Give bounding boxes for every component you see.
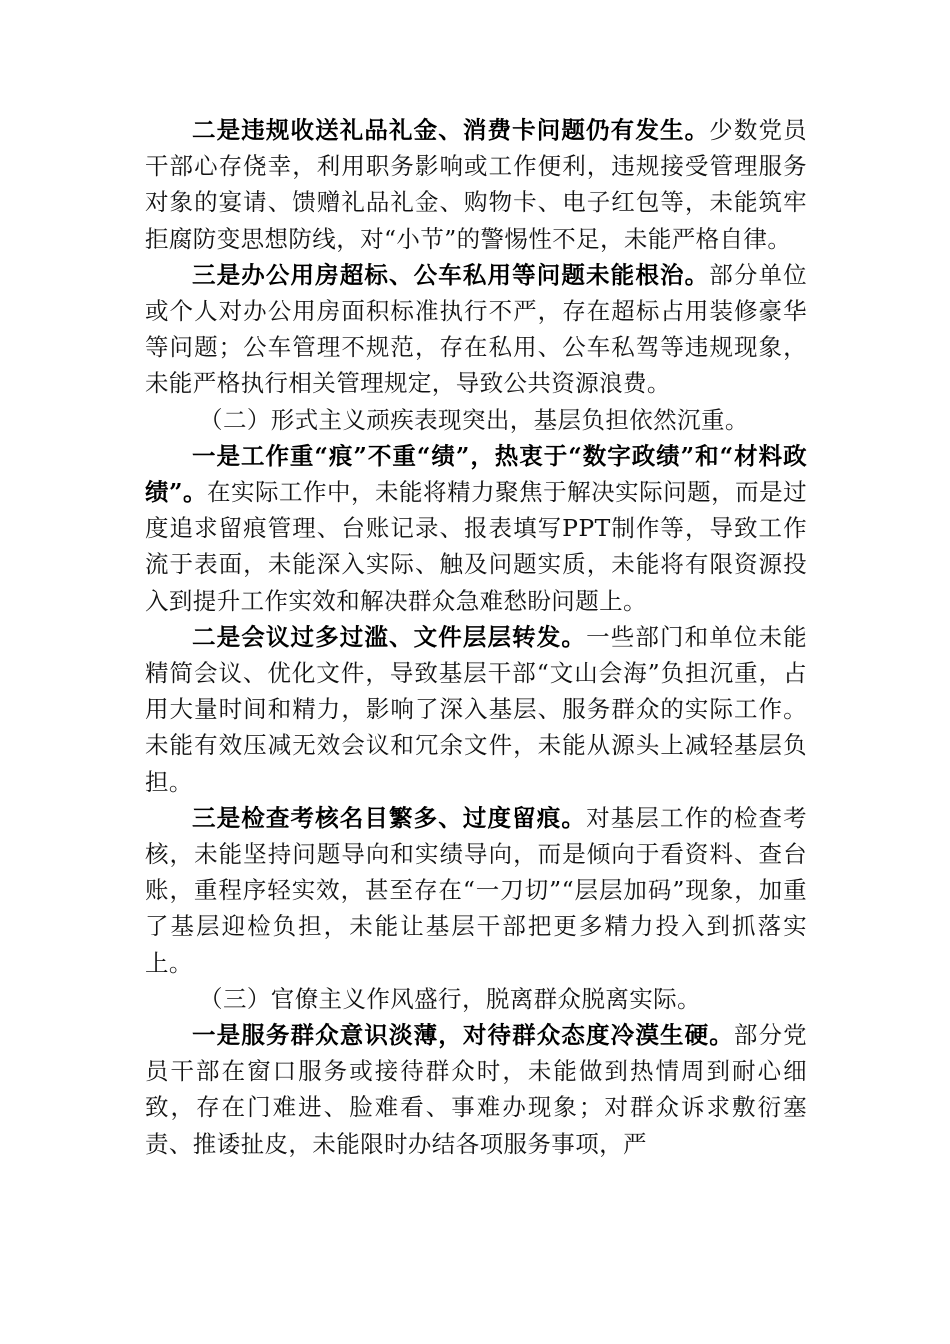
paragraph-lead: 一是服务群众意识淡薄，对待群众态度冷漠生硬。 <box>192 1021 734 1050</box>
paragraph-body: 部分党员干部在窗口服务或接待群众时，未能做到热情周到耐心细致，存在门难进、脸难看、事难办现象；对群众诉求敷衍塞责、推诿扯皮，未能限时办结各项服务事项，严 <box>145 1021 807 1158</box>
paragraph-gift-violations <box>145 112 807 257</box>
paragraph-inspections <box>145 800 807 981</box>
document-page <box>145 112 807 1162</box>
paragraph-body: 对基层工作的检查考核，未能坚持问题导向和实绩导向，而是倾向于看资料、查台账，重程序轻实效，甚至存在“一刀切”“层层加码”现象，加重了基层迎检负担，未能让基层干部把更多精力投入到抓落实上。 <box>145 803 807 977</box>
paragraph-lead: 三是办公用房超标、公车私用等问题未能根治。 <box>192 260 710 289</box>
paragraph-meetings-documents <box>145 619 807 800</box>
paragraph-office-car-violations <box>145 257 807 402</box>
paragraph-body: 少数党员干部心存侥幸，利用职务影响或工作便利，违规接受管理服务对象的宴请、馈赠礼品礼金、购物卡、电子红包等，未能筑牢拒腐防变思想防线，对“小节”的警惕性不足，未能严格自律。 <box>145 116 807 253</box>
paragraph-lead: 二是会议过多过滥、文件层层转发。 <box>192 622 587 651</box>
paragraph-lead: 二是违规收送礼品礼金、消费卡问题仍有发生。 <box>192 116 710 144</box>
paragraph-traces-over-results <box>145 438 807 619</box>
paragraph-body: 在实际工作中，未能将精力聚焦于解决实际问题，而是过度追求留痕管理、台账记录、报表填写PPT制作等，导致工作流于表面，未能深入实际、触及问题实质，未能将有限资源投入到提升工作实效和解决群众急难愁盼问题上。 <box>145 478 808 615</box>
paragraph-body: 一些部门和单位未能精简会议、优化文件，导致基层干部“文山会海”负担沉重，占用大量时间和精力，影响了深入基层、服务群众的实际工作。未能有效压减无效会议和冗余文件，未能从源头上减轻基层负担。 <box>145 622 807 796</box>
paragraph-service-attitude <box>145 1017 807 1162</box>
section-heading-formalism: （二）形式主义顽疾表现突出，基层负担依然沉重。 <box>199 405 749 434</box>
paragraph-body: 部分单位或个人对办公用房面积标准执行不严，存在超标占用装修豪华等问题；公车管理不规范，存在私用、公车私驾等违规现象，未能严格执行相关管理规定，导致公共资源浪费。 <box>145 260 807 398</box>
paragraph-lead: 三是检查考核名目繁多、过度留痕。 <box>192 803 587 832</box>
paragraph-lead: 一是工作重“痕”不重“绩”，热衷于“数字政绩”和“材料政绩”。 <box>145 441 807 507</box>
section-heading-bureaucratism: （三）官僚主义作风盛行，脱离群众脱离实际。 <box>199 984 701 1013</box>
